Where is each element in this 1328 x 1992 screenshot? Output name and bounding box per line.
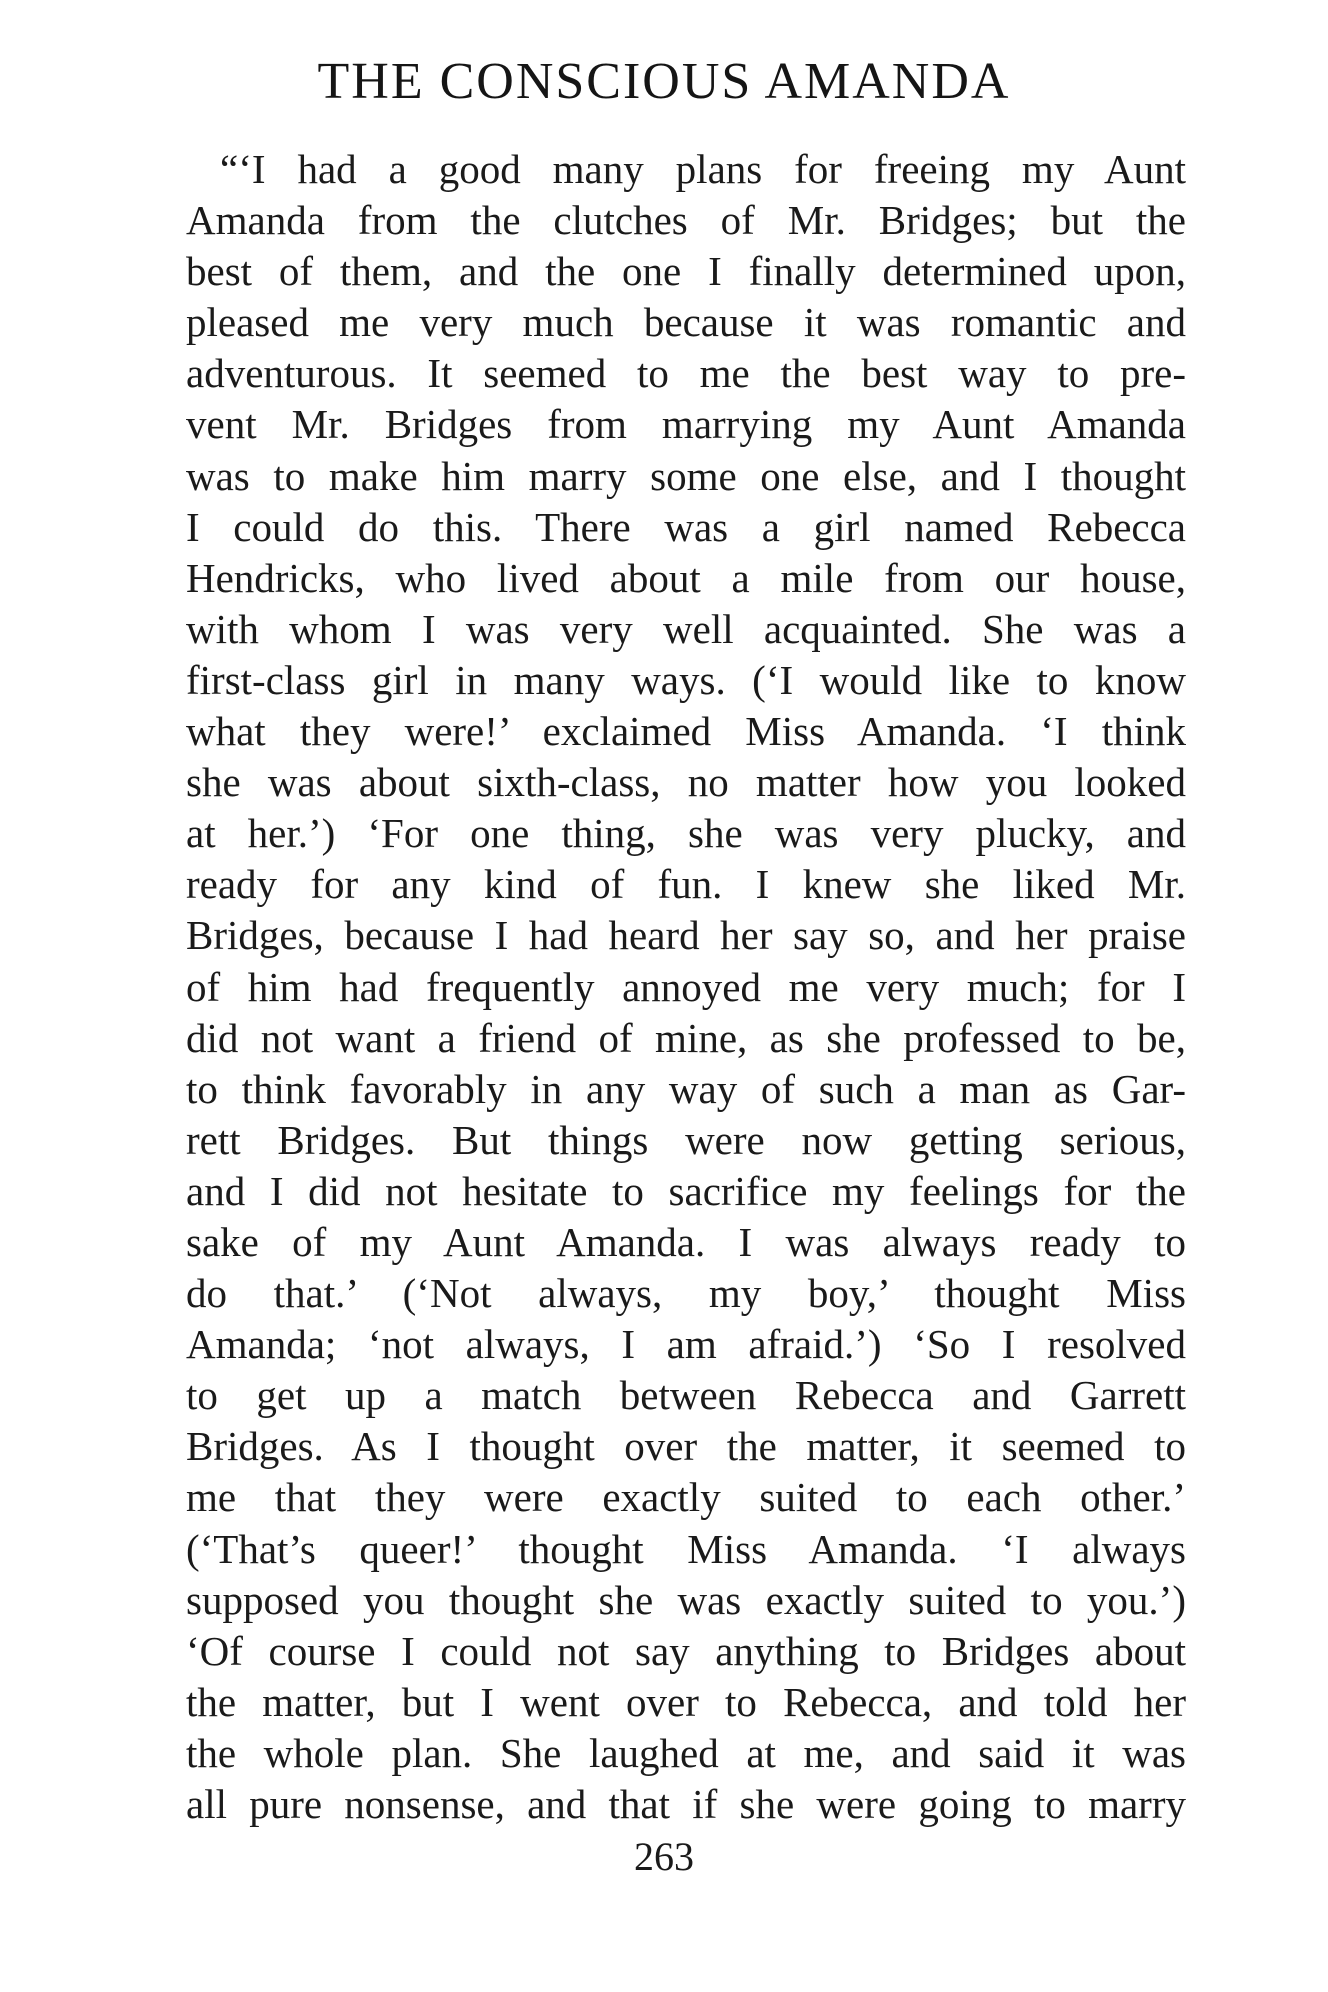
text-line: Bridges. As I thought over the matter, it seemed to	[186, 1423, 1186, 1470]
text-line: with whom I was very well acquainted. She was a	[186, 605, 1186, 652]
text-line: did not want a friend of mine, as she professed to be,	[186, 1014, 1186, 1061]
text-line: Bridges, because I had heard her say so, and her praise	[186, 912, 1186, 959]
running-head: THE CONSCIOUS AMANDA	[317, 53, 1011, 110]
text-line: the whole plan. She laughed at me, and said it was	[186, 1729, 1186, 1776]
text-line: adventurous. It seemed to me the best way to pre-	[186, 350, 1186, 397]
text-line: to think favorably in any way of such a man as Gar-	[186, 1065, 1186, 1112]
text-line: what they were!’ exclaimed Miss Amanda. ‘I think	[186, 708, 1186, 755]
body-text	[186, 144, 1186, 1830]
text-line: the matter, but I went over to Rebecca, and told her	[186, 1678, 1186, 1725]
text-line: I could do this. There was a girl named Rebecca	[186, 503, 1186, 550]
text-line: Amanda; ‘not always, I am afraid.’) ‘So I resolved	[186, 1321, 1186, 1368]
text-line: and I did not hesitate to sacrifice my feelings for the	[186, 1167, 1186, 1214]
text-line: me that they were exactly suited to each other.’	[186, 1474, 1186, 1521]
text-line: of him had frequently annoyed me very much; for I	[186, 963, 1186, 1010]
text-line: “‘I had a good many plans for freeing my Aunt	[220, 146, 1186, 192]
text-line: all pure nonsense, and that if she were going to marry	[186, 1781, 1186, 1827]
text-line: best of them, and the one I finally determined upon,	[186, 248, 1186, 295]
text-line: sake of my Aunt Amanda. I was always ready to	[186, 1218, 1186, 1265]
text-line: Amanda from the clutches of Mr. Bridges; but the	[186, 197, 1186, 244]
page-number: 263	[634, 1834, 694, 1879]
text-line: rett Bridges. But things were now getting serious,	[186, 1116, 1186, 1163]
text-line: ready for any kind of fun. I knew she liked Mr.	[186, 861, 1186, 908]
text-line: vent Mr. Bridges from marrying my Aunt Amanda	[186, 401, 1186, 448]
text-line: Hendricks, who lived about a mile from our house,	[186, 554, 1186, 601]
text-line: supposed you thought she was exactly suited to you.’)	[186, 1576, 1186, 1623]
text-line: do that.’ (‘Not always, my boy,’ thought Miss	[186, 1270, 1186, 1317]
text-line: at her.’) ‘For one thing, she was very plucky, and	[186, 810, 1186, 857]
text-line: (‘That’s queer!’ thought Miss Amanda. ‘I always	[186, 1525, 1186, 1572]
text-line: ‘Of course I could not say anything to Bridges about	[186, 1627, 1186, 1674]
text-line: to get up a match between Rebecca and Garrett	[186, 1372, 1186, 1419]
text-line: pleased me very much because it was romantic and	[186, 299, 1186, 346]
text-line: was to make him marry some one else, and I thought	[186, 452, 1186, 499]
text-line: first-class girl in many ways. (‘I would like to know	[186, 656, 1186, 703]
text-line: she was about sixth-class, no matter how you looked	[186, 759, 1186, 806]
